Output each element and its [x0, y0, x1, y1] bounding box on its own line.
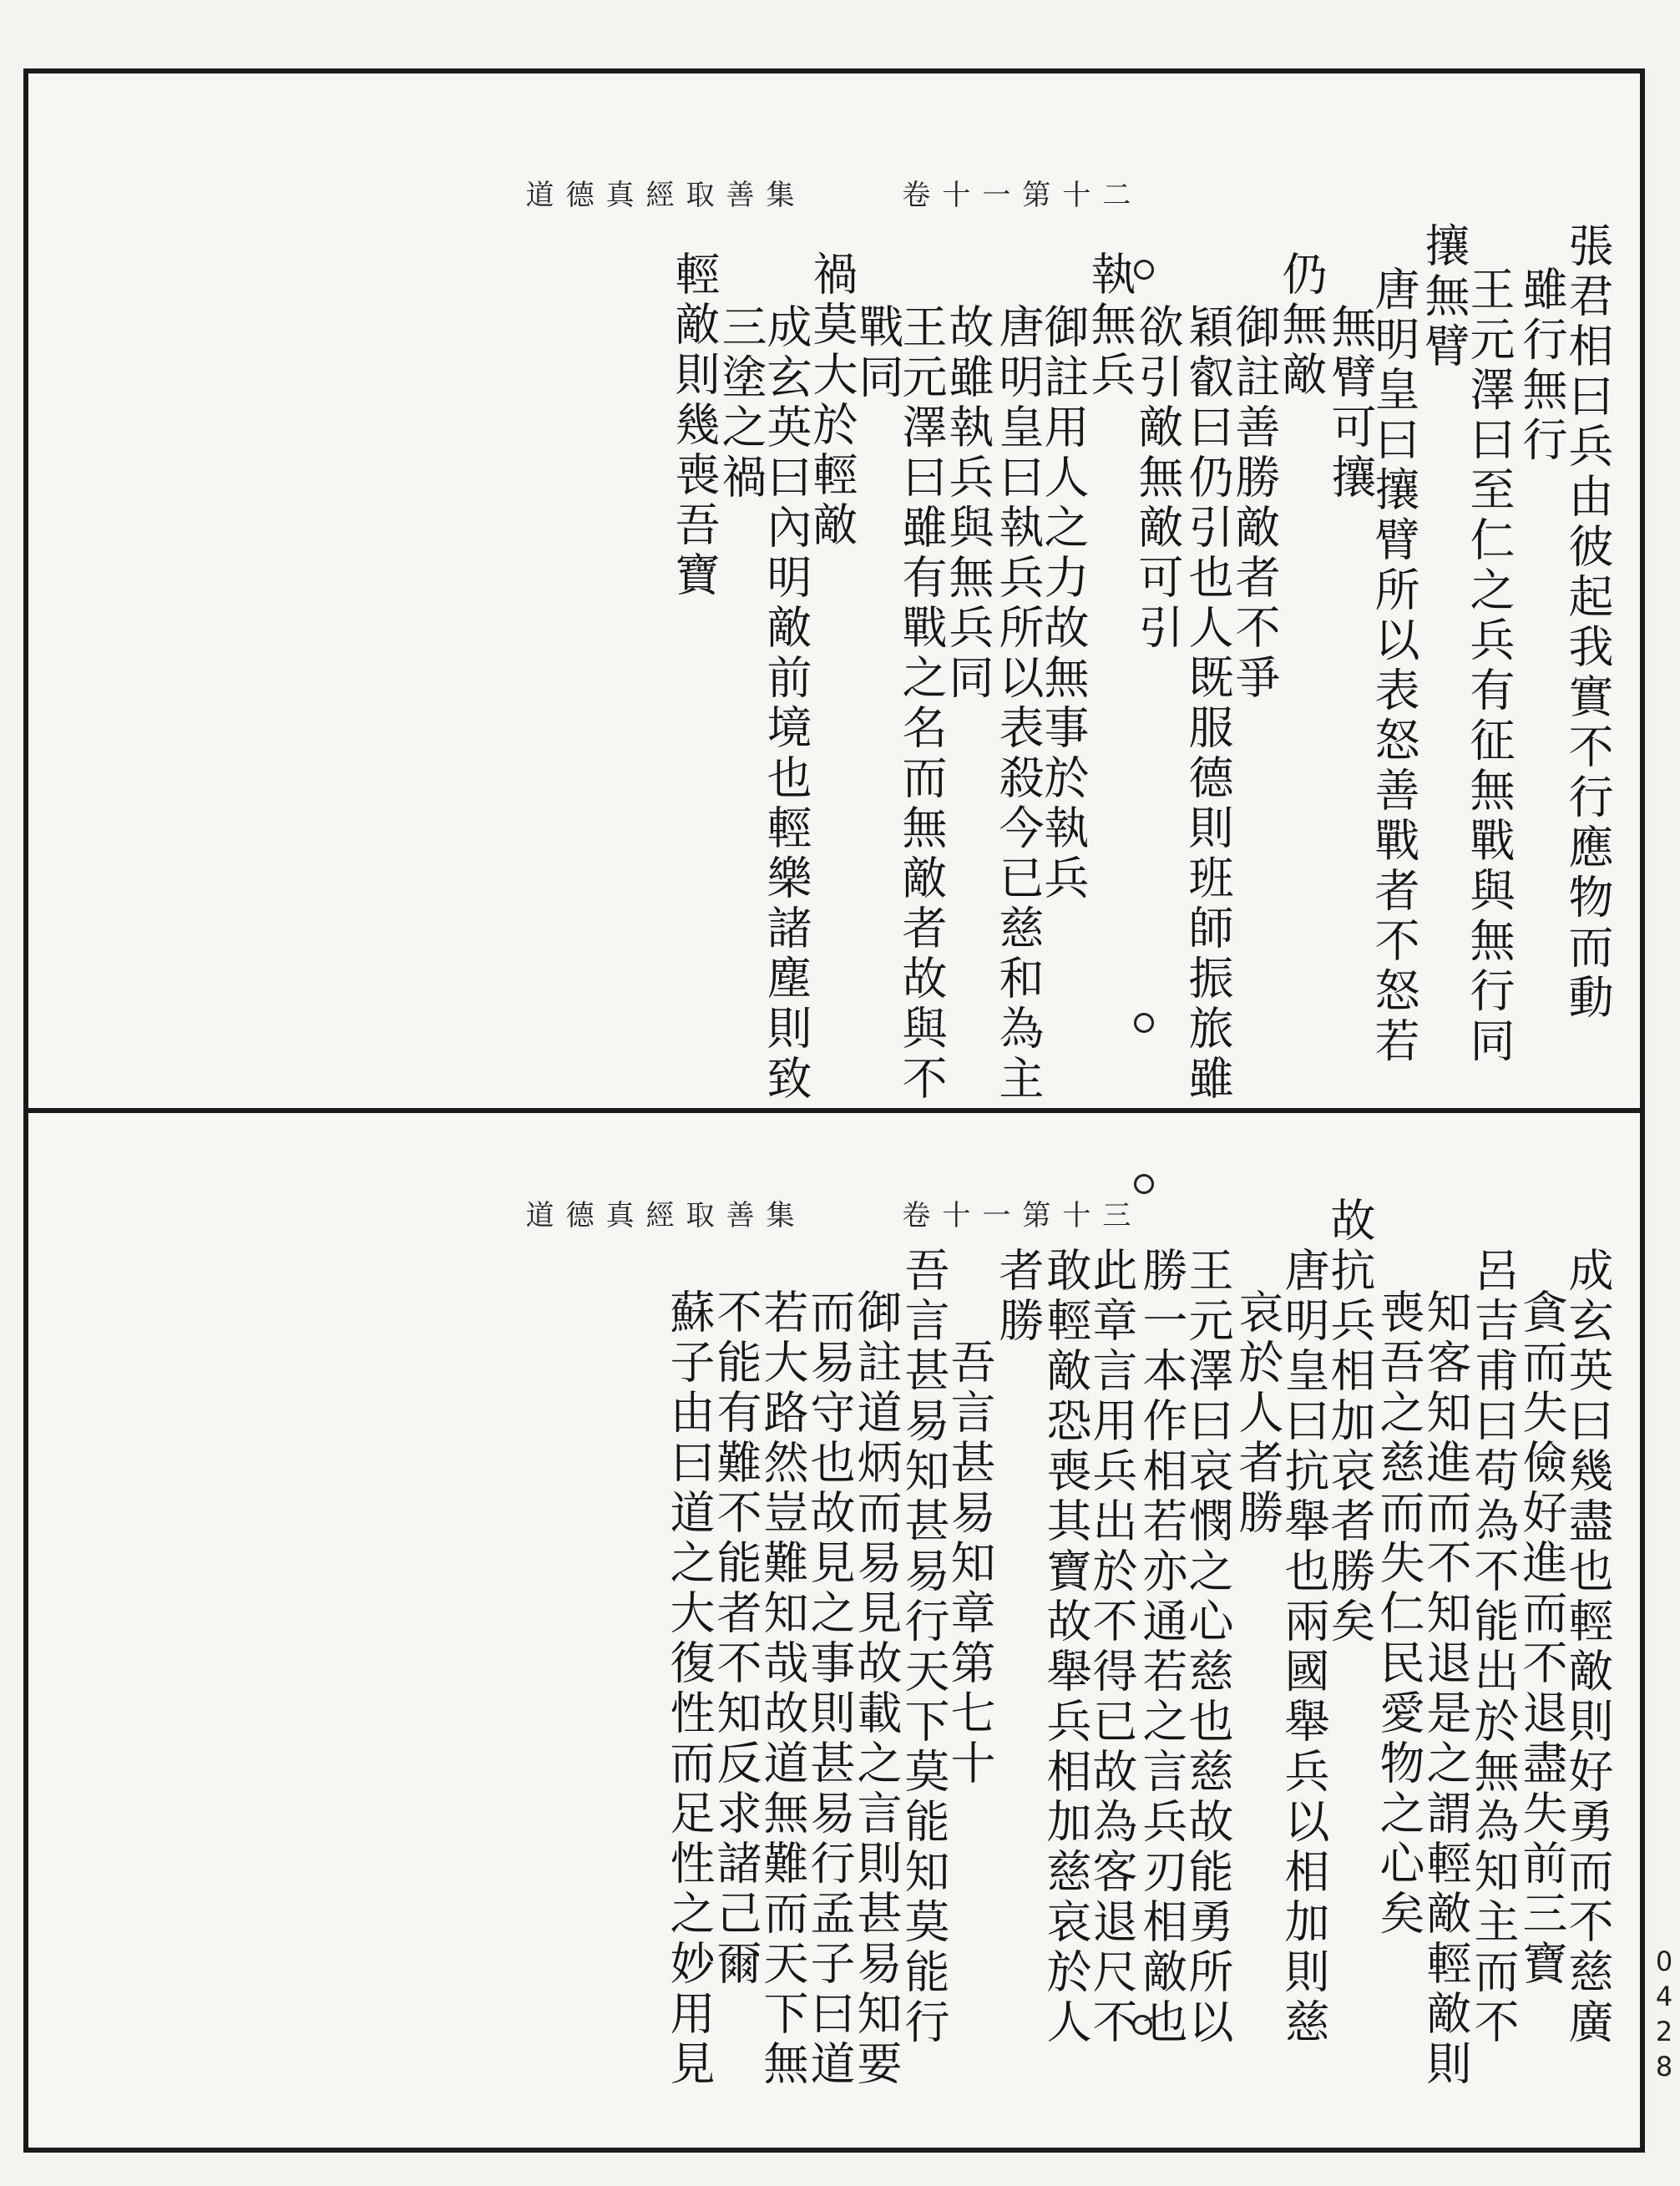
- lower-column-17: 而易守也故見之事則甚易行孟子曰道: [803, 1288, 856, 2090]
- upper-column-3: 王元澤曰至仁之兵有征無戰與無行同: [1463, 266, 1516, 1067]
- lower-running-header: [28, 1192, 1640, 1233]
- upper-column-19: 三塗之禍: [715, 303, 767, 503]
- upper-column-12: 御註用人之力故無事於執兵: [1037, 303, 1090, 904]
- lower-column-13: 者勝: [992, 1247, 1045, 1347]
- lower-column-8: 哀於人者勝: [1232, 1288, 1284, 1539]
- upper-column-17: 禍莫大於輕敵: [806, 250, 858, 551]
- upper-column-10: 欲引敵無敵可引: [1131, 303, 1184, 654]
- lower-column-2: 貪而失儉好進而不退盡失前三寶: [1516, 1288, 1568, 1990]
- upper-column-1: 張君相曰兵由彼起我實不行應物而動: [1561, 222, 1614, 1024]
- lower-column-5: 喪吾之慈而失仁民愛物之心矣: [1373, 1288, 1425, 1940]
- upper-column-11: 執無兵: [1084, 250, 1136, 401]
- upper-circle-mark-1: [1134, 260, 1154, 280]
- upper-column-20: 輕敵則幾喪吾寶: [668, 250, 721, 601]
- upper-column-14: 故雖執兵與無兵同: [942, 303, 994, 704]
- lower-column-9: 王元澤曰哀憫之心慈也慈故能勇所以: [1182, 1247, 1234, 2048]
- upper-column-9: 穎叡曰仍引也人既服德則班師振旅雖: [1182, 303, 1234, 1105]
- upper-header-volume: 卷十一第十二: [902, 179, 1143, 212]
- upper-column-15: 王元澤曰雖有戰之名而無敵者故與不: [895, 303, 948, 1105]
- lower-column-20: 蘇子由曰道之大復性而足性之妙用見: [663, 1288, 716, 2090]
- lower-column-4: 知客知進而不知退是之謂輕敵輕敵則: [1419, 1288, 1472, 2090]
- upper-column-6: 無臂可攘: [1324, 303, 1377, 503]
- upper-column-2: 雖行無行: [1516, 266, 1568, 466]
- upper-column-4: 攘無臂: [1418, 222, 1470, 372]
- lower-column-16: 御註道炳而易見故載之言則甚易知要: [850, 1288, 903, 2090]
- lower-column-14: 吾言甚易知章第七十: [944, 1338, 996, 1789]
- upper-column-7: 仍無敵: [1275, 250, 1328, 401]
- upper-column-18: 成玄英曰內明敵前境也輕樂諸塵則致: [760, 303, 812, 1105]
- upper-panel: [28, 73, 1640, 1113]
- lower-column-12: 敢輕敵恐喪其寶故舉兵相加慈哀於人: [1040, 1247, 1092, 2048]
- upper-column-5: 唐明皇曰攘臂所以表怒善戰者不怒若: [1368, 266, 1420, 1067]
- page-frame: [23, 68, 1645, 2153]
- lower-column-11: 此章言用兵出於不得已故為客退尺不: [1085, 1247, 1138, 2048]
- lower-column-1: 成玄英曰幾盡也輕敵則好勇而不慈廣: [1561, 1247, 1614, 2048]
- upper-column-16: 戰同: [852, 303, 904, 403]
- lower-circle-mark-1: [1134, 1174, 1154, 1194]
- lower-column-15: 吾言甚易知甚易行天下莫能知莫能行: [898, 1247, 950, 2048]
- upper-column-13: 唐明皇曰執兵所以表殺今已慈和為主: [992, 303, 1045, 1105]
- lower-header-title: 道德真經取善集: [525, 1199, 807, 1232]
- lower-circle-mark-2: [1132, 2015, 1152, 2035]
- page-number: 0428: [1648, 1946, 1680, 2086]
- upper-circle-mark-2: [1134, 1013, 1154, 1033]
- lower-column-3: 呂吉甫曰苟為不能出於無為知主而不: [1467, 1247, 1520, 2048]
- upper-running-header: [28, 172, 1640, 213]
- lower-panel: [28, 1113, 1640, 2148]
- lower-column-18: 若大路然豈難知哉故道無難而天下無: [757, 1288, 809, 2090]
- upper-header-title: 道德真經取善集: [525, 179, 807, 212]
- lower-column-6: 故抗兵相加哀者勝矣: [1323, 1197, 1376, 1647]
- lower-column-19: 不能有難不能者不知反求諸己爾: [710, 1288, 762, 1990]
- upper-column-8: 御註善勝敵者不爭: [1228, 303, 1281, 704]
- lower-column-10: 勝一本作相若亦通若之言兵刃相敵也: [1136, 1247, 1188, 2048]
- lower-column-7: 唐明皇曰抗舉也兩國舉兵以相加則慈: [1278, 1247, 1330, 2048]
- lower-header-volume: 卷十一第十三: [902, 1199, 1143, 1232]
